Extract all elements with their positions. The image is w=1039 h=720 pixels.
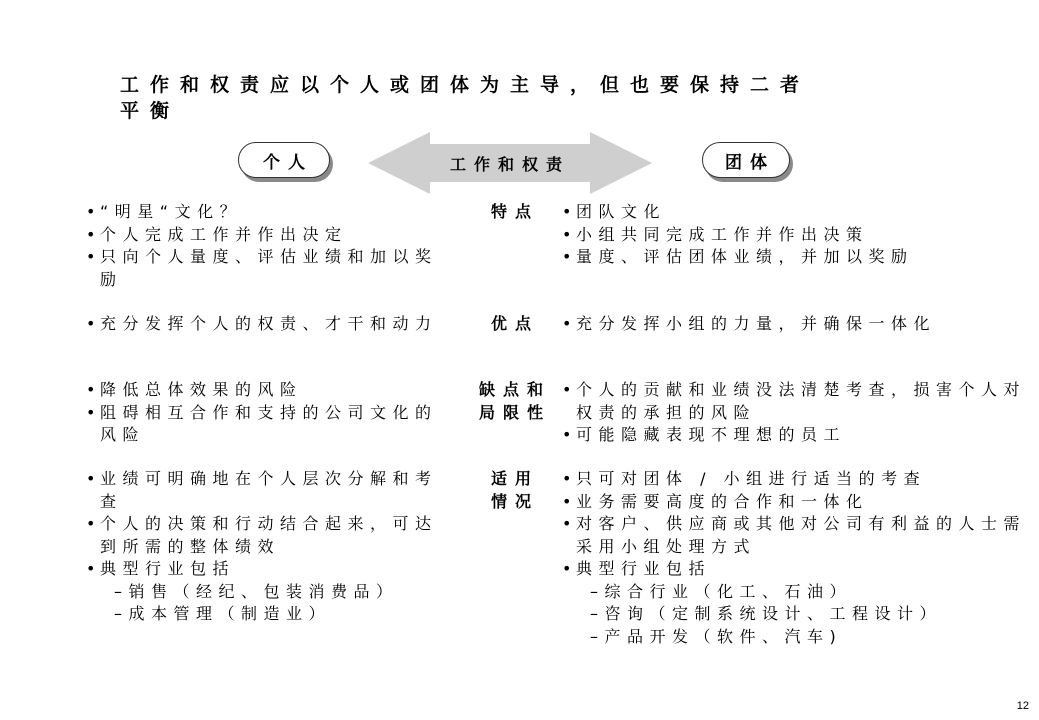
list-item: • 小组共同完成工作并作出决策 bbox=[562, 224, 1032, 247]
individual-pill: 个人 bbox=[238, 142, 330, 178]
row-label-advantages: 优点 bbox=[490, 314, 539, 333]
list-item: • 量度、评估团体业绩，并加以奖励 bbox=[562, 246, 1032, 269]
sub-list-item: –销售（经纪、包装消费品） bbox=[114, 581, 399, 601]
row-label-applicability: 适用 情况 bbox=[490, 469, 539, 511]
list-item: • 可能隐藏表现不理想的员工 bbox=[562, 424, 1032, 447]
bullet: • bbox=[86, 380, 96, 399]
row-advantages-team bbox=[562, 313, 1032, 336]
list-item: • 个人完成工作并作出决定 bbox=[86, 224, 446, 247]
list-item: • 只向个人量度、评估业绩和加以奖励 bbox=[86, 247, 438, 289]
sub-list-item: –产品开发（软件、汽车) bbox=[590, 626, 843, 646]
row-label-features: 特点 bbox=[490, 202, 539, 221]
list-item: • 充分发挥个人的权责、才干和动力 bbox=[86, 313, 440, 336]
list-item: • 团队文化 bbox=[562, 201, 1032, 224]
team-pill: 团体 bbox=[702, 142, 790, 178]
list-item: • 业务需要高度的合作和一体化 bbox=[562, 491, 1032, 514]
page-number: 12 bbox=[1016, 700, 1029, 712]
list-item: • 降低总体效果的风险 bbox=[86, 379, 446, 402]
bullet: • bbox=[562, 202, 572, 221]
sub-list-item: –成本管理（制造业） bbox=[114, 604, 332, 623]
bullet: • bbox=[562, 514, 572, 533]
list-item: • 个人的贡献和业绩没法清楚考查，损害个人对权责的承担的风险 bbox=[562, 380, 1027, 422]
bullet: • bbox=[86, 224, 96, 244]
list-item: • 个人的决策和行动结合起来，可达到所需的整体绩效 bbox=[86, 514, 438, 556]
list-item: • 典型行业包括 bbox=[86, 558, 446, 581]
list-item: • 充分发挥小组的力量，并确保一体化 bbox=[562, 313, 1032, 336]
bullet: • bbox=[86, 514, 96, 533]
row-features-individual bbox=[86, 201, 446, 291]
page-title bbox=[120, 72, 880, 124]
bullet: • bbox=[86, 469, 96, 488]
list-item: • “明星“文化？ bbox=[86, 201, 446, 224]
bullet: • bbox=[562, 469, 572, 488]
page-title-line-1: 工作和权责应以个人或团体为主导，但也要保持二者 bbox=[120, 74, 811, 96]
row-drawbacks-team bbox=[562, 379, 1032, 447]
row-applicability-individual bbox=[86, 468, 446, 626]
list-item: • 典型行业包括 bbox=[562, 558, 1032, 581]
bullet: • bbox=[86, 314, 96, 333]
bullet: • bbox=[562, 380, 572, 399]
list-item: • 对客户、供应商或其他对公司有利益的人士需采用小组处理方式 bbox=[562, 514, 1027, 556]
bullet: • bbox=[562, 491, 572, 511]
bullet: • bbox=[562, 224, 572, 244]
bullet: • bbox=[86, 247, 96, 266]
row-label-drawbacks: 缺点和 局限性 bbox=[478, 380, 551, 422]
row-drawbacks-individual bbox=[86, 379, 446, 447]
bullet: • bbox=[562, 247, 572, 266]
list-item: • 阻碍相互合作和支持的公司文化的风险 bbox=[86, 402, 438, 444]
page-title-line-2: 平衡 bbox=[120, 100, 181, 122]
bullet: • bbox=[562, 559, 572, 578]
bullet: • bbox=[86, 402, 96, 422]
list-item: • 业绩可明确地在个人层次分解和考查 bbox=[86, 469, 438, 511]
row-advantages-individual bbox=[86, 313, 446, 336]
row-applicability-team bbox=[562, 468, 1032, 648]
sub-list-item: –综合行业（化工、石油） bbox=[590, 581, 853, 601]
bullet: • bbox=[86, 559, 96, 578]
row-features-team bbox=[562, 201, 1032, 269]
bullet: • bbox=[562, 314, 572, 333]
bullet: • bbox=[86, 202, 96, 221]
arrow-label-work-responsibility: 工作和权责 bbox=[449, 155, 570, 174]
sub-list-item: –咨询（定制系统设计、工程设计） bbox=[590, 604, 943, 623]
list-item: • 只可对团体 / 小组进行适当的考查 bbox=[562, 468, 1032, 491]
bullet: • bbox=[562, 425, 572, 444]
